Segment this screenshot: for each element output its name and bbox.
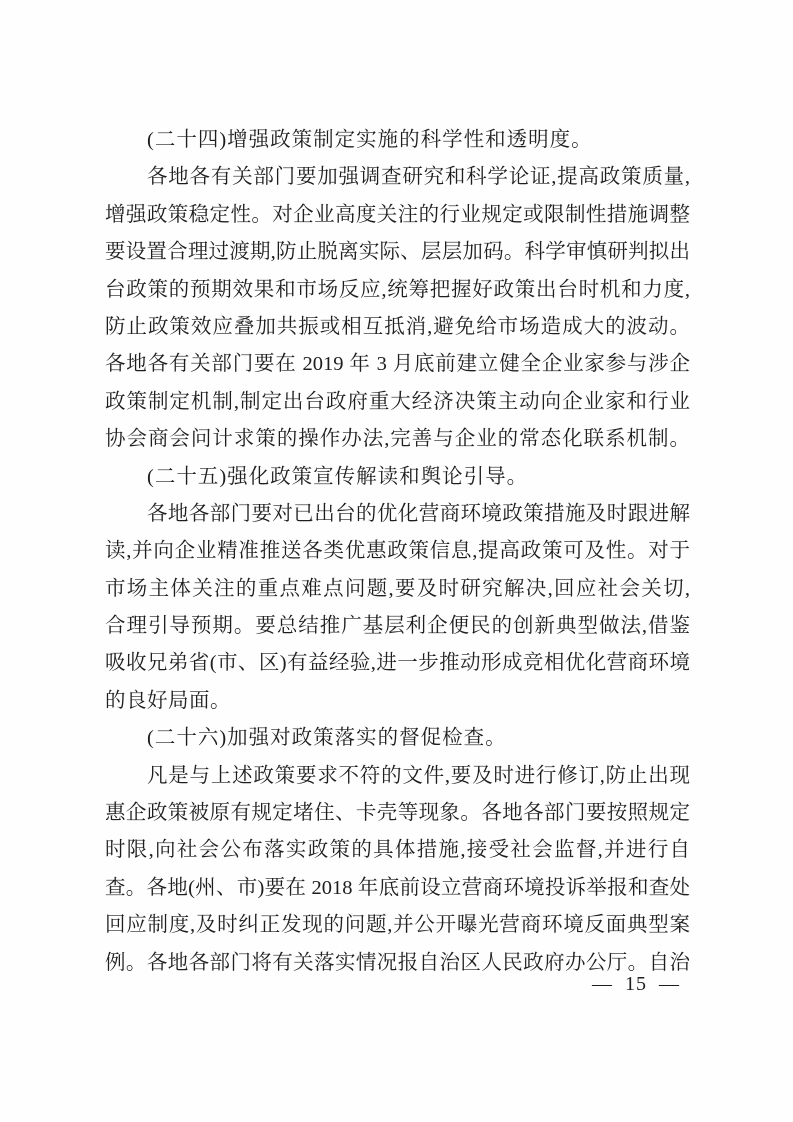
section-heading: (二十四)增强政策制定实施的科学性和透明度。 (147, 129, 593, 151)
text-line: 惠企政策被原有规定堵住、卡壳等现象。各地各部门要按照规定 (105, 802, 690, 825)
text-line: 防止政策效应叠加共振或相互抵消,避免给市场造成大的波动。 (105, 315, 690, 338)
text-line: 增强政策稳定性。对企业高度关注的行业规定或限制性措施调整 (105, 203, 690, 226)
page-number: — 15 — (592, 973, 680, 995)
text-line: 的良好局面。 (105, 689, 231, 712)
text-line: 合理引导预期。要总结推广基层利企便民的创新典型做法,借鉴 (105, 615, 690, 638)
text-line: 读,并向企业精准推送各类优惠政策信息,提高政策可及性。对于 (105, 540, 690, 563)
document-text-block (105, 122, 690, 982)
text-line: 各地各有关部门要在 2019 年 3 月底前建立健全企业家参与涉企 (105, 353, 690, 376)
section-heading: (二十五)强化政策宣传解读和舆论引导。 (147, 465, 529, 488)
text-line: 回应制度,及时纠正发现的问题,并公开曝光营商环境反面典型案 (105, 914, 690, 937)
text-line: 各地各部门要对已出台的优化营商环境政策措施及时跟进解 (147, 502, 690, 525)
text-line: 台政策的预期效果和市场反应,统筹把握好政策出台时机和力度, (105, 278, 690, 301)
text-line: 时限,向社会公布落实政策的具体措施,接受社会监督,并进行自 (105, 839, 690, 862)
section-heading: (二十六)加强对政策落实的督促检查。 (147, 727, 507, 750)
text-line: 吸收兄弟省(市、区)有益经验,进一步推动形成竞相优化营商环境 (105, 652, 690, 675)
text-line: 查。各地(州、市)要在 2018 年底前设立营商环境投诉举报和查处 (105, 876, 690, 899)
text-line: 各地各有关部门要加强调查研究和科学论证,提高政策质量, (147, 166, 690, 189)
text-line: 协会商会问计求策的操作办法,完善与企业的常态化联系机制。 (105, 428, 690, 451)
text-line: 例。各地各部门将有关落实情况报自治区人民政府办公厅。自治 (105, 951, 690, 974)
text-line: 凡是与上述政策要求不符的文件,要及时进行修订,防止出现 (147, 764, 690, 787)
text-line: 要设置合理过渡期,防止脱离实际、层层加码。科学审慎研判拟出 (105, 241, 690, 264)
text-line: 市场主体关注的重点难点问题,要及时研究解决,回应社会关切, (105, 577, 690, 600)
text-line: 政策制定机制,制定出台政府重大经济决策主动向企业家和行业 (105, 390, 690, 413)
